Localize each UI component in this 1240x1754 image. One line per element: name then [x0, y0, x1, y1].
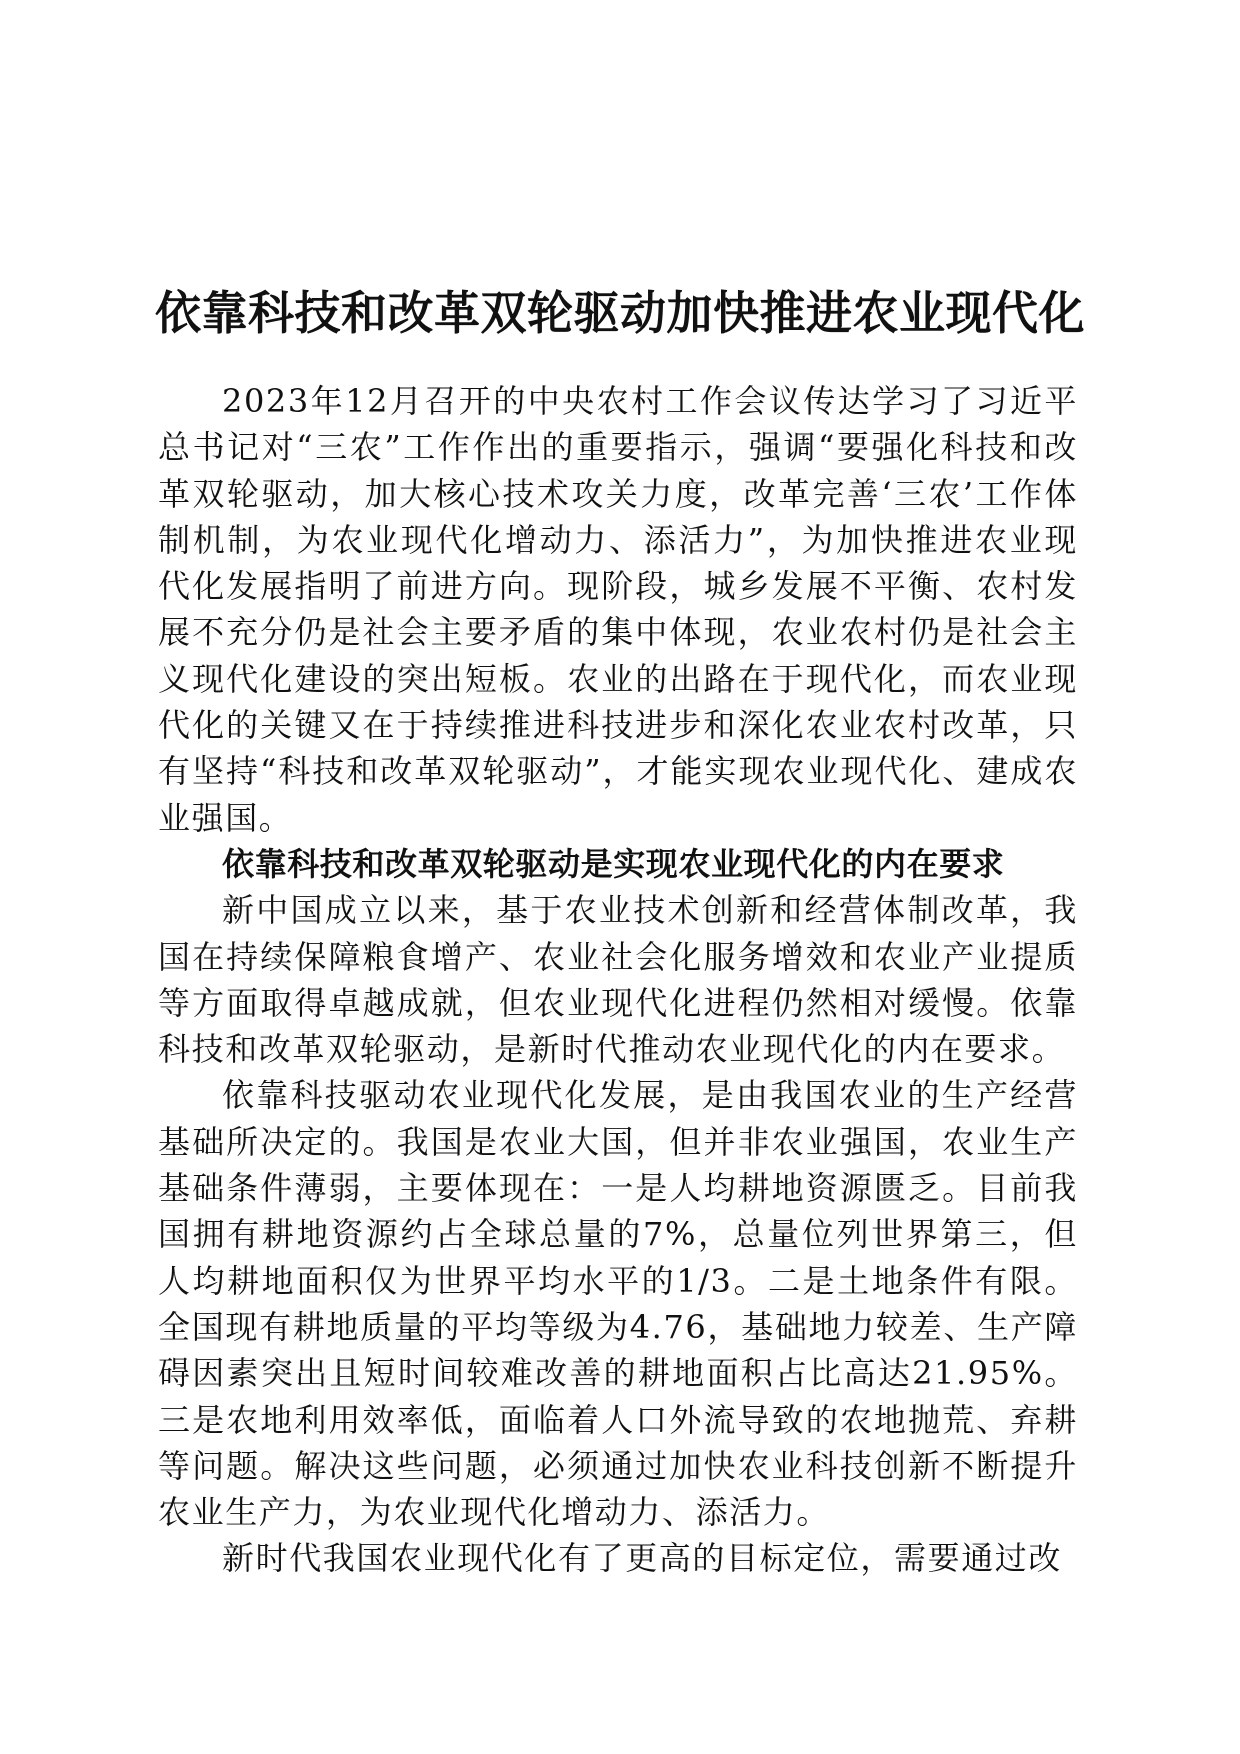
document-title: 依靠科技和改革双轮驱动加快推进农业现代化 — [155, 285, 1085, 340]
section-heading: 依靠科技和改革双轮驱动是实现农业现代化的内在要求 — [222, 844, 1005, 883]
body-paragraph: 新中国成立以来，基于农业技术创新和经营体制改革，我国在持续保障粮食增产、农业社会化服务增效和农业产业提质等方面取得卓越成就，但农业现代化进程仍然相对缓慢。依靠科技和改革双轮驱动，是新时代推动农业现代化的内在要求。 — [158, 891, 1078, 1069]
intro-paragraph: 2023年12月召开的中央农村工作会议传达学习了习近平总书记对“三农”工作作出的重要指示，强调“要强化科技和改革双轮驱动，加大核心技术攻关力度，改革完善‘三农’工作体制机制，为农业现代化增动力、添活力”，为加快推进农业现代化发展指明了前进方向。现阶段，城乡发展不平衡、农村发展不充分仍是社会主要矛盾的集中体现，农业农村仍是社会主义现代化建设的突出短板。农业的出路在于现代化，而农业现代化的关键又在于持续推进科技进步和深化农业农村改革，只有坚持“科技和改革双轮驱动”，才能实现农业现代化、建成农业强国。 — [158, 382, 1078, 837]
body-paragraph: 新时代我国农业现代化有了更高的目标定位，需要通过改 — [222, 1539, 1063, 1578]
body-paragraph: 依靠科技驱动农业现代化发展，是由我国农业的生产经营基础所决定的。我国是农业大国，但并非农业强国，农业生产基础条件薄弱，主要体现在：一是人均耕地资源匮乏。目前我国拥有耕地资源约占全球总量的7%，总量位列世界第三，但人均耕地面积仅为世界平均水平的1/3。二是土地条件有限。全国现有耕地质量的平均等级为4.76，基础地力较差、生产障碍因素突出且短时间较难改善的耕地面积占比高达21.95%。三是农地利用效率低，面临着人口外流导致的农地抛荒、弃耕等问题。解决这些问题，必须通过加快农业科技创新不断提升农业生产力，为农业现代化增动力、添活力。 — [158, 1076, 1078, 1532]
document-body — [158, 378, 1078, 1582]
